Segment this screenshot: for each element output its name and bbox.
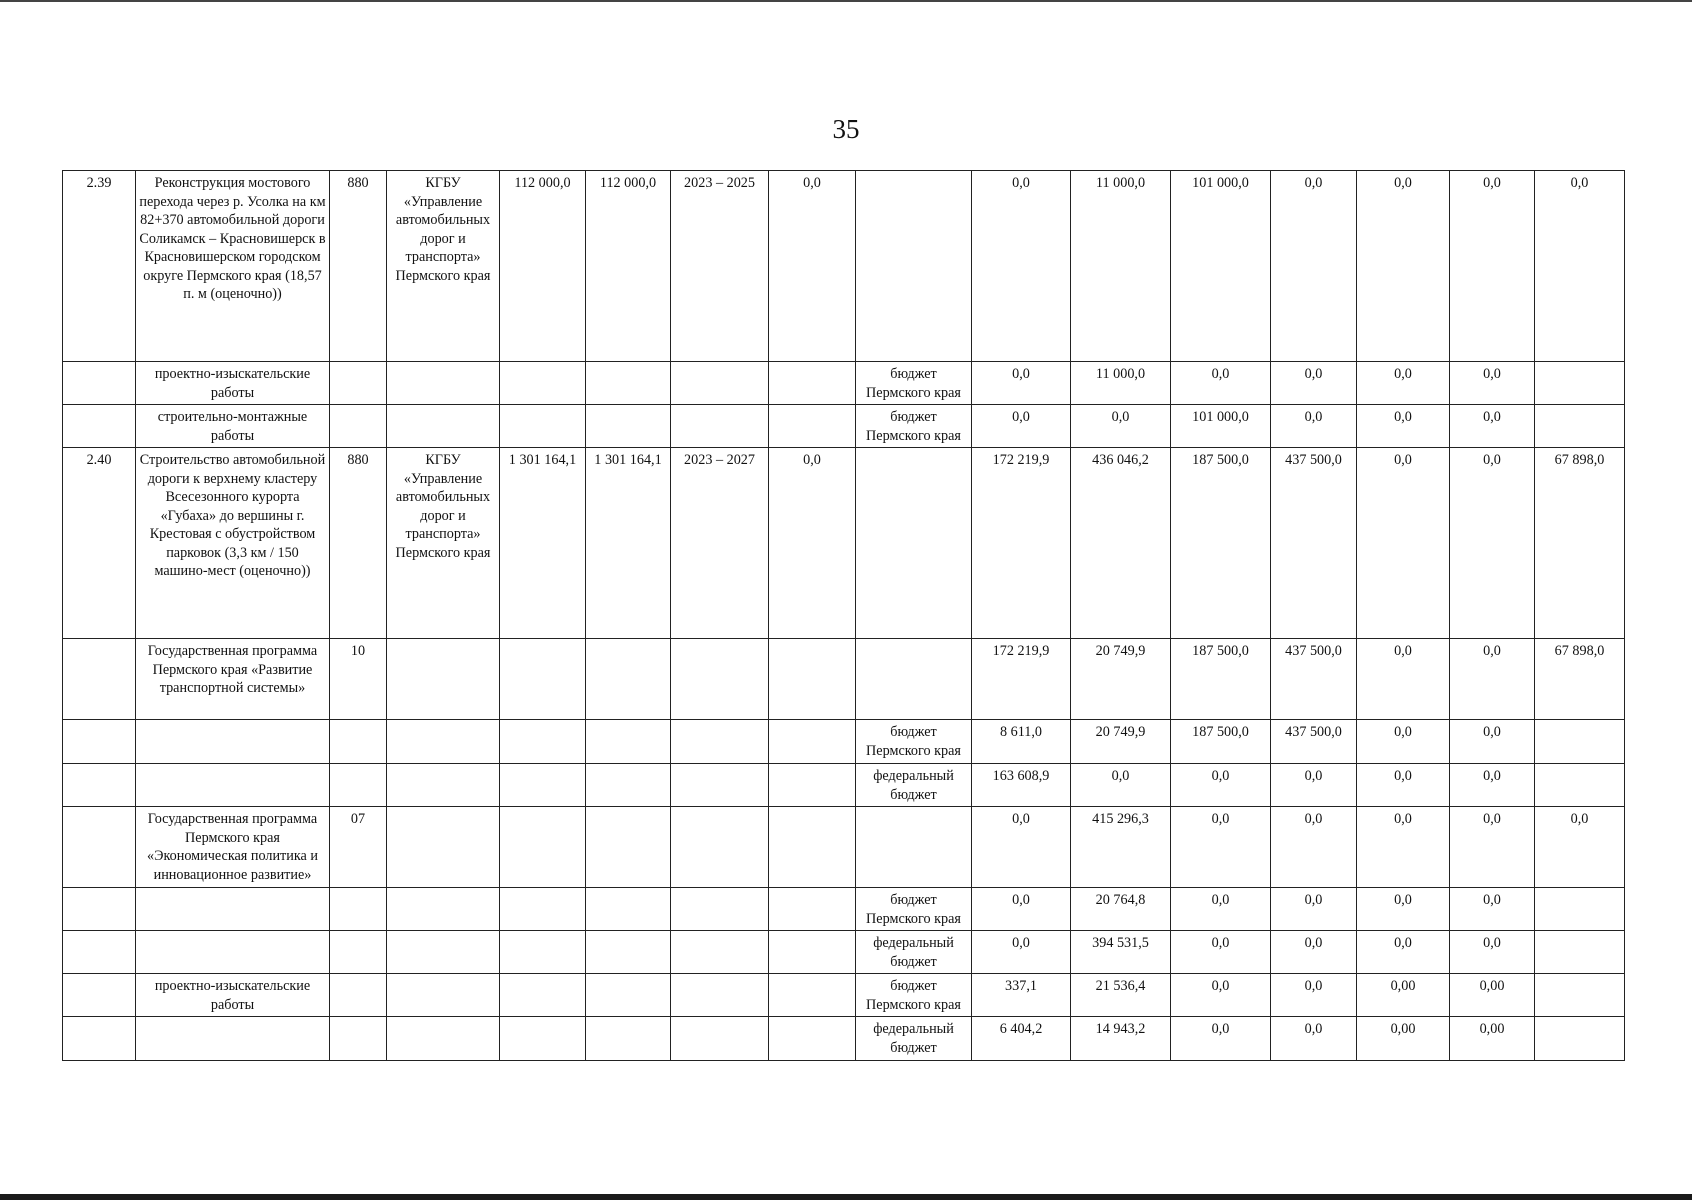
table-row bbox=[63, 931, 1625, 974]
program-code-cell bbox=[330, 931, 387, 974]
year-value-cell: 0,0 bbox=[1171, 362, 1271, 405]
object-name-cell bbox=[136, 720, 330, 764]
year-value-cell bbox=[1535, 720, 1625, 764]
year-value-cell: 0,0 bbox=[1271, 405, 1357, 448]
responsible-org-cell bbox=[387, 974, 500, 1017]
table-row bbox=[63, 639, 1625, 720]
responsible-org-cell bbox=[387, 720, 500, 764]
implementation-period-cell bbox=[671, 807, 769, 888]
year-value-cell: 0,0 bbox=[1357, 405, 1450, 448]
row-number-cell bbox=[63, 764, 136, 807]
year-value-cell: 0,0 bbox=[1271, 807, 1357, 888]
year-value-cell: 0,00 bbox=[1450, 1017, 1535, 1061]
top-edge-line bbox=[0, 0, 1692, 2]
column-8-value-cell bbox=[769, 405, 856, 448]
object-name-cell: Государственная программа Пермского края «Экономическая политика и инновационное развитие» bbox=[136, 807, 330, 888]
funding-source-cell: бюджет Пермского края bbox=[856, 720, 972, 764]
year-value-cell: 0,0 bbox=[1071, 764, 1171, 807]
funding-source-cell bbox=[856, 171, 972, 362]
table-row bbox=[63, 720, 1625, 764]
object-name-cell: Строительство автомобильной дороги к верхнему кластеру Всесезонного курорта «Губаха» до вершины г. Крестовая с обустройством парковок (3,3 км / 150 машино-мест (оценочно)) bbox=[136, 448, 330, 639]
funding-source-cell: бюджет Пермского края bbox=[856, 405, 972, 448]
year-value-cell: 0,0 bbox=[1450, 448, 1535, 639]
implementation-period-cell bbox=[671, 639, 769, 720]
column-8-value-cell: 0,0 bbox=[769, 448, 856, 639]
table-body bbox=[63, 171, 1625, 1061]
limit-cost-cell bbox=[586, 405, 671, 448]
limit-cost-cell bbox=[586, 974, 671, 1017]
program-code-cell: 07 bbox=[330, 807, 387, 888]
object-name-cell: проектно-изыскательские работы bbox=[136, 362, 330, 405]
year-value-cell: 0,0 bbox=[1271, 888, 1357, 931]
year-value-cell: 0,0 bbox=[1535, 171, 1625, 362]
estimated-cost-cell: 1 301 164,1 bbox=[500, 448, 586, 639]
year-value-cell: 0,0 bbox=[1271, 171, 1357, 362]
column-8-value-cell bbox=[769, 888, 856, 931]
column-8-value-cell: 0,0 bbox=[769, 171, 856, 362]
year-value-cell: 0,0 bbox=[972, 888, 1071, 931]
year-value-cell: 8 611,0 bbox=[972, 720, 1071, 764]
year-value-cell: 0,0 bbox=[972, 931, 1071, 974]
funding-source-cell: бюджет Пермского края bbox=[856, 362, 972, 405]
object-name-cell bbox=[136, 931, 330, 974]
year-value-cell: 163 608,9 bbox=[972, 764, 1071, 807]
year-value-cell: 0,0 bbox=[1271, 764, 1357, 807]
column-8-value-cell bbox=[769, 931, 856, 974]
implementation-period-cell bbox=[671, 720, 769, 764]
row-number-cell bbox=[63, 807, 136, 888]
year-value-cell: 0,0 bbox=[1357, 807, 1450, 888]
year-value-cell: 11 000,0 bbox=[1071, 362, 1171, 405]
responsible-org-cell bbox=[387, 764, 500, 807]
year-value-cell: 20 749,9 bbox=[1071, 639, 1171, 720]
row-number-cell bbox=[63, 1017, 136, 1061]
object-name-cell bbox=[136, 888, 330, 931]
year-value-cell bbox=[1535, 405, 1625, 448]
year-value-cell: 437 500,0 bbox=[1271, 720, 1357, 764]
program-code-cell bbox=[330, 974, 387, 1017]
scan-bottom-edge bbox=[0, 1194, 1692, 1200]
program-code-cell bbox=[330, 362, 387, 405]
year-value-cell: 0,0 bbox=[1271, 931, 1357, 974]
program-code-cell: 880 bbox=[330, 448, 387, 639]
row-number-cell bbox=[63, 362, 136, 405]
year-value-cell: 0,0 bbox=[1171, 888, 1271, 931]
estimated-cost-cell bbox=[500, 764, 586, 807]
table-row bbox=[63, 764, 1625, 807]
year-value-cell: 20 764,8 bbox=[1071, 888, 1171, 931]
row-number-cell bbox=[63, 720, 136, 764]
estimated-cost-cell bbox=[500, 974, 586, 1017]
column-8-value-cell bbox=[769, 720, 856, 764]
limit-cost-cell bbox=[586, 362, 671, 405]
column-8-value-cell bbox=[769, 807, 856, 888]
year-value-cell: 0,0 bbox=[1357, 888, 1450, 931]
estimated-cost-cell bbox=[500, 639, 586, 720]
funding-source-cell: федеральный бюджет bbox=[856, 931, 972, 974]
implementation-period-cell: 2023 – 2027 bbox=[671, 448, 769, 639]
estimated-cost-cell bbox=[500, 931, 586, 974]
year-value-cell: 0,0 bbox=[972, 807, 1071, 888]
responsible-org-cell bbox=[387, 888, 500, 931]
row-number-cell bbox=[63, 639, 136, 720]
responsible-org-cell bbox=[387, 405, 500, 448]
column-8-value-cell bbox=[769, 639, 856, 720]
funding-source-cell bbox=[856, 639, 972, 720]
year-value-cell: 0,0 bbox=[1535, 807, 1625, 888]
year-value-cell: 0,0 bbox=[972, 362, 1071, 405]
column-8-value-cell bbox=[769, 764, 856, 807]
year-value-cell: 187 500,0 bbox=[1171, 639, 1271, 720]
year-value-cell bbox=[1535, 362, 1625, 405]
year-value-cell bbox=[1535, 888, 1625, 931]
program-code-cell bbox=[330, 405, 387, 448]
funding-source-cell bbox=[856, 807, 972, 888]
row-number-cell bbox=[63, 888, 136, 931]
funding-source-cell: федеральный бюджет bbox=[856, 764, 972, 807]
limit-cost-cell bbox=[586, 720, 671, 764]
year-value-cell: 0,0 bbox=[1357, 931, 1450, 974]
object-name-cell bbox=[136, 764, 330, 807]
program-table bbox=[62, 170, 1625, 1061]
implementation-period-cell bbox=[671, 362, 769, 405]
year-value-cell: 0,0 bbox=[1450, 171, 1535, 362]
program-code-cell bbox=[330, 1017, 387, 1061]
row-number-cell bbox=[63, 974, 136, 1017]
year-value-cell: 0,0 bbox=[1357, 448, 1450, 639]
limit-cost-cell: 112 000,0 bbox=[586, 171, 671, 362]
row-number-cell bbox=[63, 931, 136, 974]
year-value-cell: 0,0 bbox=[1450, 362, 1535, 405]
year-value-cell: 0,0 bbox=[1357, 639, 1450, 720]
implementation-period-cell bbox=[671, 764, 769, 807]
table-row bbox=[63, 807, 1625, 888]
year-value-cell: 0,0 bbox=[1171, 931, 1271, 974]
limit-cost-cell bbox=[586, 888, 671, 931]
year-value-cell: 0,0 bbox=[1271, 1017, 1357, 1061]
implementation-period-cell bbox=[671, 405, 769, 448]
year-value-cell: 0,0 bbox=[1357, 764, 1450, 807]
funding-source-cell bbox=[856, 448, 972, 639]
year-value-cell: 0,0 bbox=[1450, 888, 1535, 931]
year-value-cell bbox=[1535, 974, 1625, 1017]
year-value-cell: 0,0 bbox=[1171, 1017, 1271, 1061]
year-value-cell: 172 219,9 bbox=[972, 639, 1071, 720]
limit-cost-cell bbox=[586, 1017, 671, 1061]
year-value-cell: 436 046,2 bbox=[1071, 448, 1171, 639]
year-value-cell: 6 404,2 bbox=[972, 1017, 1071, 1061]
year-value-cell: 0,0 bbox=[1171, 974, 1271, 1017]
responsible-org-cell bbox=[387, 931, 500, 974]
estimated-cost-cell bbox=[500, 807, 586, 888]
implementation-period-cell: 2023 – 2025 bbox=[671, 171, 769, 362]
estimated-cost-cell bbox=[500, 362, 586, 405]
program-code-cell: 880 bbox=[330, 171, 387, 362]
year-value-cell: 67 898,0 bbox=[1535, 639, 1625, 720]
year-value-cell: 0,0 bbox=[972, 171, 1071, 362]
year-value-cell: 0,0 bbox=[1450, 405, 1535, 448]
year-value-cell: 0,0 bbox=[1450, 764, 1535, 807]
object-name-cell: Реконструкция мостового перехода через р. Усолка на км 82+370 автомобильной дороги Соликамск – Красновишерск в Красновишерском городском округе Пермского края (18,57 п. м (оценочно)) bbox=[136, 171, 330, 362]
year-value-cell: 0,0 bbox=[1071, 405, 1171, 448]
year-value-cell: 0,0 bbox=[1450, 931, 1535, 974]
year-value-cell: 172 219,9 bbox=[972, 448, 1071, 639]
program-code-cell bbox=[330, 764, 387, 807]
year-value-cell: 101 000,0 bbox=[1171, 405, 1271, 448]
year-value-cell: 14 943,2 bbox=[1071, 1017, 1171, 1061]
row-number-cell bbox=[63, 405, 136, 448]
year-value-cell: 0,0 bbox=[1271, 974, 1357, 1017]
implementation-period-cell bbox=[671, 1017, 769, 1061]
program-code-cell bbox=[330, 720, 387, 764]
responsible-org-cell bbox=[387, 362, 500, 405]
object-name-cell bbox=[136, 1017, 330, 1061]
table-row bbox=[63, 362, 1625, 405]
table-row bbox=[63, 405, 1625, 448]
year-value-cell: 337,1 bbox=[972, 974, 1071, 1017]
responsible-org-cell: КГБУ «Управление автомобильных дорог и транспорта» Пермского края bbox=[387, 448, 500, 639]
estimated-cost-cell bbox=[500, 888, 586, 931]
year-value-cell: 415 296,3 bbox=[1071, 807, 1171, 888]
year-value-cell bbox=[1535, 931, 1625, 974]
limit-cost-cell bbox=[586, 931, 671, 974]
limit-cost-cell bbox=[586, 764, 671, 807]
limit-cost-cell: 1 301 164,1 bbox=[586, 448, 671, 639]
year-value-cell: 0,00 bbox=[1357, 1017, 1450, 1061]
limit-cost-cell bbox=[586, 639, 671, 720]
program-code-cell bbox=[330, 888, 387, 931]
implementation-period-cell bbox=[671, 974, 769, 1017]
responsible-org-cell bbox=[387, 639, 500, 720]
year-value-cell: 0,0 bbox=[1450, 720, 1535, 764]
funding-source-cell: бюджет Пермского края bbox=[856, 888, 972, 931]
column-8-value-cell bbox=[769, 362, 856, 405]
row-number-cell: 2.39 bbox=[63, 171, 136, 362]
column-8-value-cell bbox=[769, 974, 856, 1017]
responsible-org-cell: КГБУ «Управление автомобильных дорог и транспорта» Пермского края bbox=[387, 171, 500, 362]
limit-cost-cell bbox=[586, 807, 671, 888]
table-row bbox=[63, 448, 1625, 639]
implementation-period-cell bbox=[671, 931, 769, 974]
year-value-cell: 0,0 bbox=[1450, 807, 1535, 888]
program-code-cell: 10 bbox=[330, 639, 387, 720]
table-row bbox=[63, 1017, 1625, 1061]
table-row bbox=[63, 888, 1625, 931]
year-value-cell: 0,00 bbox=[1450, 974, 1535, 1017]
year-value-cell: 0,0 bbox=[1171, 807, 1271, 888]
funding-source-cell: федеральный бюджет bbox=[856, 1017, 972, 1061]
year-value-cell: 187 500,0 bbox=[1171, 720, 1271, 764]
year-value-cell: 437 500,0 bbox=[1271, 448, 1357, 639]
table-row bbox=[63, 171, 1625, 362]
year-value-cell: 0,0 bbox=[1357, 720, 1450, 764]
page-number: 35 bbox=[832, 114, 860, 144]
year-value-cell: 20 749,9 bbox=[1071, 720, 1171, 764]
year-value-cell: 187 500,0 bbox=[1171, 448, 1271, 639]
object-name-cell: строительно-монтажные работы bbox=[136, 405, 330, 448]
year-value-cell: 394 531,5 bbox=[1071, 931, 1171, 974]
year-value-cell: 0,0 bbox=[1357, 362, 1450, 405]
table-row bbox=[63, 974, 1625, 1017]
year-value-cell: 0,0 bbox=[1357, 171, 1450, 362]
funding-source-cell: бюджет Пермского края bbox=[856, 974, 972, 1017]
object-name-cell: проектно-изыскательские работы bbox=[136, 974, 330, 1017]
year-value-cell: 0,0 bbox=[972, 405, 1071, 448]
estimated-cost-cell bbox=[500, 1017, 586, 1061]
object-name-cell: Государственная программа Пермского края «Развитие транспортной системы» bbox=[136, 639, 330, 720]
year-value-cell bbox=[1535, 764, 1625, 807]
year-value-cell: 0,00 bbox=[1357, 974, 1450, 1017]
year-value-cell: 11 000,0 bbox=[1071, 171, 1171, 362]
column-8-value-cell bbox=[769, 1017, 856, 1061]
implementation-period-cell bbox=[671, 888, 769, 931]
responsible-org-cell bbox=[387, 1017, 500, 1061]
estimated-cost-cell bbox=[500, 720, 586, 764]
year-value-cell: 0,0 bbox=[1171, 764, 1271, 807]
year-value-cell: 67 898,0 bbox=[1535, 448, 1625, 639]
row-number-cell: 2.40 bbox=[63, 448, 136, 639]
year-value-cell bbox=[1535, 1017, 1625, 1061]
estimated-cost-cell bbox=[500, 405, 586, 448]
responsible-org-cell bbox=[387, 807, 500, 888]
estimated-cost-cell: 112 000,0 bbox=[500, 171, 586, 362]
year-value-cell: 21 536,4 bbox=[1071, 974, 1171, 1017]
year-value-cell: 101 000,0 bbox=[1171, 171, 1271, 362]
year-value-cell: 0,0 bbox=[1450, 639, 1535, 720]
year-value-cell: 437 500,0 bbox=[1271, 639, 1357, 720]
year-value-cell: 0,0 bbox=[1271, 362, 1357, 405]
